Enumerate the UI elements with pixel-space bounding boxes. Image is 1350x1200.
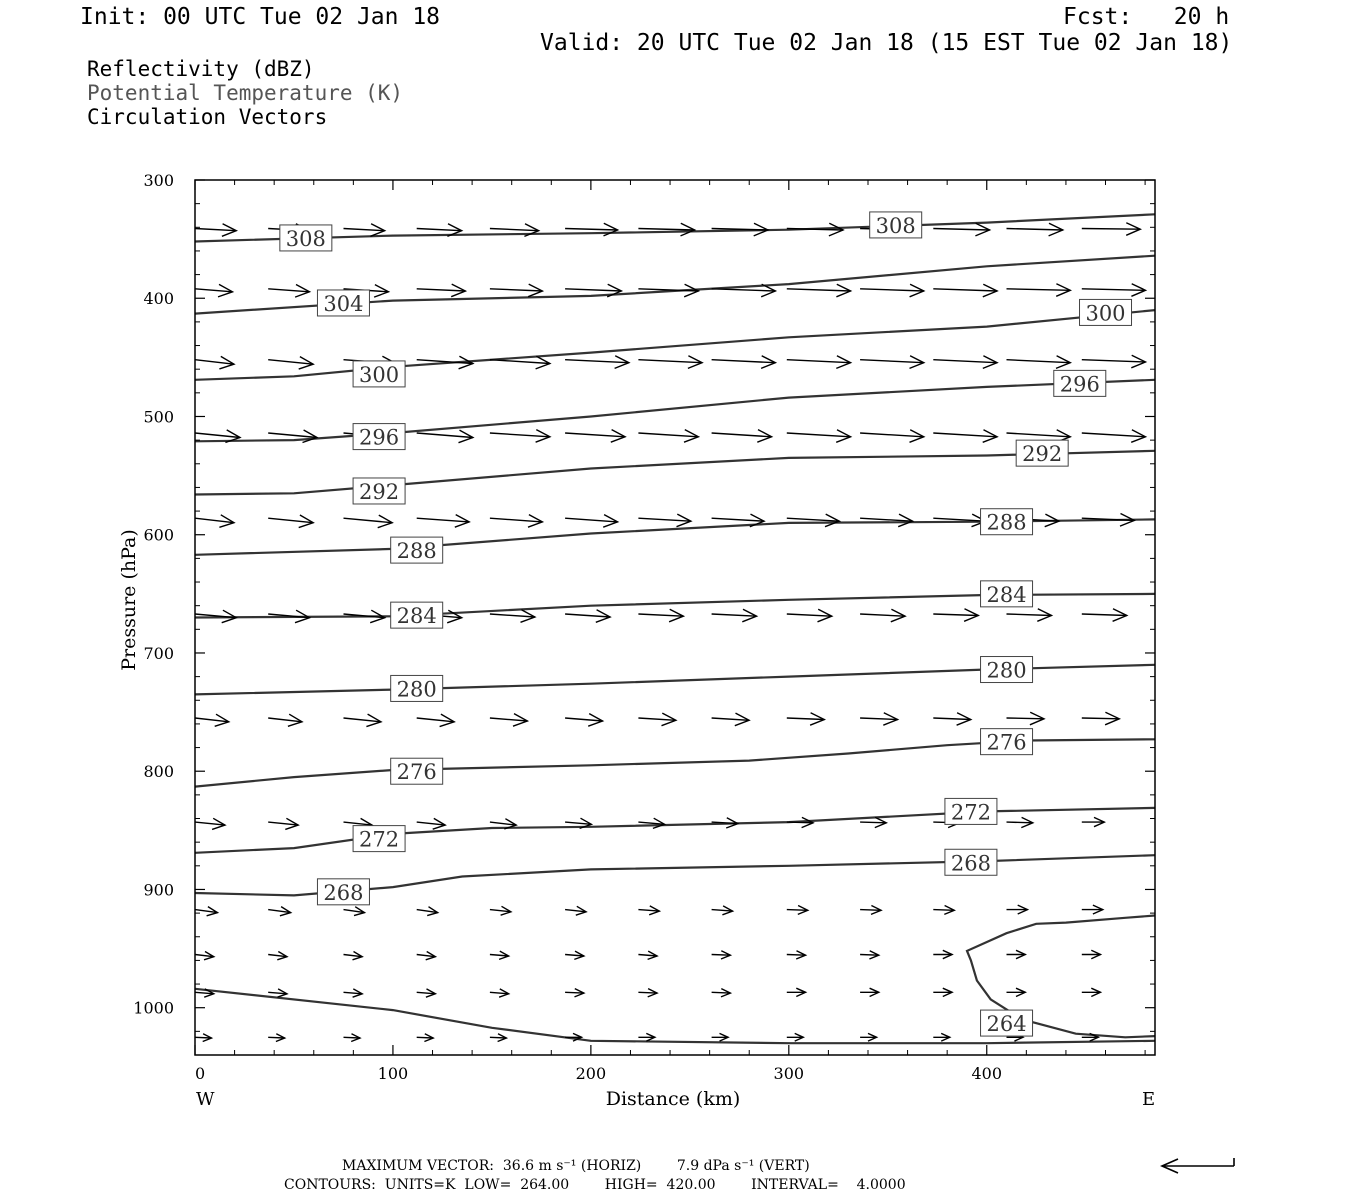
vector-arrow xyxy=(565,356,629,369)
vector-arrow xyxy=(787,514,840,527)
contour-label: 276 xyxy=(986,730,1027,755)
vector-arrow xyxy=(638,713,676,726)
vector-arrow xyxy=(712,989,731,997)
vector-arrow xyxy=(712,356,776,369)
vector-arrow xyxy=(1007,817,1033,827)
vector-arrow xyxy=(933,609,978,622)
vector-arrow xyxy=(1082,430,1146,443)
vector-arrow xyxy=(860,284,924,297)
vector-arrow xyxy=(860,356,924,369)
y-tick-label: 600 xyxy=(143,525,174,545)
vector-arrow xyxy=(268,285,309,298)
contour-296 xyxy=(195,380,1155,442)
contour-info: CONTOURS: UNITS=K LOW= 264.00 HIGH= 420.00 INTERVAL= 4.0000 xyxy=(284,1177,906,1193)
contour-308 xyxy=(195,214,1155,241)
vector-arrow xyxy=(195,714,229,726)
vector-arrow xyxy=(490,906,511,915)
vector-arrow xyxy=(638,223,694,236)
vector-arrow xyxy=(860,1033,877,1041)
legend-circulation-vectors: Circulation Vectors xyxy=(87,105,328,129)
vector-arrow xyxy=(195,907,218,916)
vector-arrow xyxy=(712,223,768,236)
vector-arrow xyxy=(787,356,851,369)
vector-arrow xyxy=(1082,712,1120,725)
legend-reflectivity: Reflectivity (dBZ) xyxy=(87,57,315,81)
y-tick-label: 400 xyxy=(143,289,174,309)
vector-arrow xyxy=(1007,988,1026,996)
vector-arrow xyxy=(344,989,363,997)
vector-arrow xyxy=(1082,609,1127,622)
vector-arrow xyxy=(638,284,698,297)
vector-arrow xyxy=(1082,950,1101,958)
vector-arrow xyxy=(787,817,813,827)
contour-labels xyxy=(280,212,1132,1036)
vector-arrow xyxy=(787,1033,804,1041)
vector-arrow xyxy=(638,818,664,828)
contour-label: 280 xyxy=(986,658,1027,683)
vector-arrow xyxy=(638,951,657,959)
vector-arrow xyxy=(860,988,879,996)
vector-arrow xyxy=(787,609,832,622)
vector-arrow xyxy=(1007,712,1045,725)
y-tick-label: 300 xyxy=(143,171,174,190)
contour-label: 288 xyxy=(396,539,437,564)
vector-arrow xyxy=(638,906,659,915)
vector-arrow xyxy=(933,284,997,297)
vector-arrow xyxy=(860,430,924,443)
vector-arrow xyxy=(490,714,528,727)
contour-label: 292 xyxy=(1022,442,1063,467)
vector-arrow xyxy=(1007,223,1063,236)
contour-label: 296 xyxy=(1059,372,1100,397)
vector-arrow xyxy=(860,951,879,959)
vector-arrow xyxy=(490,951,509,959)
contour-label: 308 xyxy=(285,226,326,251)
vector-arrow xyxy=(860,609,905,622)
contour-label: 280 xyxy=(396,677,437,702)
vector-arrow xyxy=(933,514,986,527)
vector-arrow xyxy=(195,284,233,297)
x-axis-label: Distance (km) xyxy=(605,1088,741,1110)
contour-label: 300 xyxy=(359,362,400,387)
contour-292 xyxy=(195,451,1155,495)
vector-arrow xyxy=(417,952,436,960)
vector-arrow xyxy=(787,906,808,915)
contour-272 xyxy=(195,808,1155,853)
x-tick-label: 200 xyxy=(575,1064,607,1083)
contour-label: 284 xyxy=(396,604,437,629)
vector-arrow xyxy=(860,514,913,527)
contour-label: 296 xyxy=(359,425,400,450)
vector-arrow xyxy=(1007,905,1028,914)
y-tick-label: 900 xyxy=(143,880,174,900)
vector-arrow xyxy=(933,713,971,726)
vector-arrow xyxy=(417,714,455,727)
east-label: E xyxy=(1142,1089,1156,1110)
vector-arrow xyxy=(638,989,657,997)
vector-arrow xyxy=(344,714,382,727)
vector-arrow xyxy=(344,952,363,960)
west-label: W xyxy=(196,1089,215,1110)
vector-arrow xyxy=(712,951,731,959)
vector-arrow xyxy=(1082,355,1146,368)
vector-arrow xyxy=(638,609,683,622)
x-tick-label: 100 xyxy=(377,1064,409,1083)
vector-arrow xyxy=(787,284,851,297)
vector-arrow xyxy=(195,356,234,369)
vector-arrow xyxy=(268,714,302,726)
vector-arrow xyxy=(860,713,898,726)
vector-arrow xyxy=(417,907,438,916)
contour-label: 292 xyxy=(359,479,400,504)
vector-arrow xyxy=(860,906,881,915)
contour-lines xyxy=(195,214,1155,1043)
vector-arrow xyxy=(344,515,393,528)
x-tick-label: 400 xyxy=(971,1064,1003,1083)
contour-label: 272 xyxy=(950,800,991,825)
max-vector-info: MAXIMUM VECTOR: 36.6 m s⁻¹ (HORIZ) 7.9 dPa s⁻¹ (VERT) xyxy=(342,1158,810,1174)
contour-label: 268 xyxy=(323,880,364,905)
vector-arrow xyxy=(565,714,603,727)
vector-arrow xyxy=(787,988,806,996)
vector-arrow xyxy=(1007,356,1071,369)
vector-arrow xyxy=(490,430,550,443)
vector-arrow xyxy=(638,430,698,443)
contour-label: 264 xyxy=(986,1012,1027,1037)
vector-arrow xyxy=(933,1033,950,1041)
vector-arrow xyxy=(268,1034,285,1042)
vector-arrow xyxy=(268,515,313,528)
vector-arrow xyxy=(1082,223,1141,236)
vector-arrow xyxy=(195,224,236,237)
vector-arrow xyxy=(933,950,952,958)
contour-label: 276 xyxy=(396,760,437,785)
vector-arrow xyxy=(712,430,772,443)
vector-arrow xyxy=(565,430,625,443)
vector-arrow xyxy=(417,430,473,443)
vector-arrow xyxy=(712,818,738,828)
vector-arrow xyxy=(638,1033,655,1041)
y-tick-label: 800 xyxy=(143,762,174,782)
vector-arrow xyxy=(195,818,225,829)
vector-arrow xyxy=(490,989,509,997)
contour-label: 300 xyxy=(1085,301,1126,326)
x-tick-label: 0 xyxy=(195,1064,206,1083)
vector-arrow xyxy=(344,1034,361,1042)
vector-arrow xyxy=(933,430,997,443)
vector-arrow xyxy=(268,818,298,829)
vector-arrow xyxy=(195,952,214,960)
vector-arrow xyxy=(417,515,470,528)
vector-arrow xyxy=(417,989,436,997)
vector-arrow xyxy=(490,284,543,297)
contour-label: 308 xyxy=(875,213,916,238)
vector-arrow xyxy=(933,988,952,996)
vector-arrow xyxy=(565,989,584,997)
valid-time: Valid: 20 UTC Tue 02 Jan 18 (15 EST Tue 02 Jan 18) xyxy=(540,30,1233,56)
vector-arrow xyxy=(712,609,757,622)
vector-arrow xyxy=(712,906,733,915)
legend-potential-temperature: Potential Temperature (K) xyxy=(87,81,404,105)
vector-arrow xyxy=(268,357,313,370)
vector-arrow xyxy=(565,515,618,528)
vector-arrow xyxy=(638,514,691,527)
vector-arrow xyxy=(565,906,586,915)
y-tick-label: 1000 xyxy=(133,998,174,1018)
y-tick-label: 700 xyxy=(143,643,174,663)
reference-vector-arrow xyxy=(1162,1158,1234,1173)
contour-label: 304 xyxy=(323,291,364,316)
vector-arrow xyxy=(490,1034,507,1042)
vector-arrow xyxy=(933,356,997,369)
vector-arrow xyxy=(1082,905,1103,914)
vector-arrow xyxy=(1007,284,1071,297)
vector-arrow xyxy=(712,713,750,726)
contour-300 xyxy=(195,310,1155,380)
vector-arrow xyxy=(1007,609,1052,622)
vector-arrow xyxy=(712,1033,729,1041)
vector-arrow xyxy=(1007,950,1026,958)
init-time: Init: 00 UTC Tue 02 Jan 18 xyxy=(80,4,441,30)
vector-arrow xyxy=(268,952,287,960)
vector-arrow xyxy=(638,356,702,369)
vector-arrow xyxy=(417,1034,434,1042)
vector-arrow xyxy=(344,907,365,916)
vector-arrow xyxy=(565,951,584,959)
contour-label: 272 xyxy=(359,827,400,852)
vector-arrow xyxy=(565,610,610,623)
vector-arrow xyxy=(933,906,954,915)
vector-arrow xyxy=(268,907,291,916)
vector-arrow xyxy=(195,515,234,528)
vector-arrow xyxy=(344,224,385,237)
vector-arrow xyxy=(1082,284,1146,297)
contour-label: 284 xyxy=(986,582,1027,607)
contour-label: 288 xyxy=(986,510,1027,535)
contour-label: 268 xyxy=(950,851,991,876)
vector-arrow xyxy=(195,1034,212,1042)
vector-arrow xyxy=(787,430,851,443)
y-tick-label: 500 xyxy=(143,407,174,427)
vector-arrow xyxy=(417,284,466,297)
vector-arrow xyxy=(787,713,825,726)
vector-arrow xyxy=(1082,817,1105,826)
y-axis-label: Pressure (hPa) xyxy=(118,529,140,671)
vector-arrow xyxy=(787,951,806,959)
forecast-hour: Fcst: 20 h xyxy=(1063,4,1230,30)
vector-arrow xyxy=(1082,988,1101,996)
vector-arrow xyxy=(490,515,543,528)
vector-arrow xyxy=(417,818,446,829)
x-tick-label: 300 xyxy=(773,1064,805,1083)
